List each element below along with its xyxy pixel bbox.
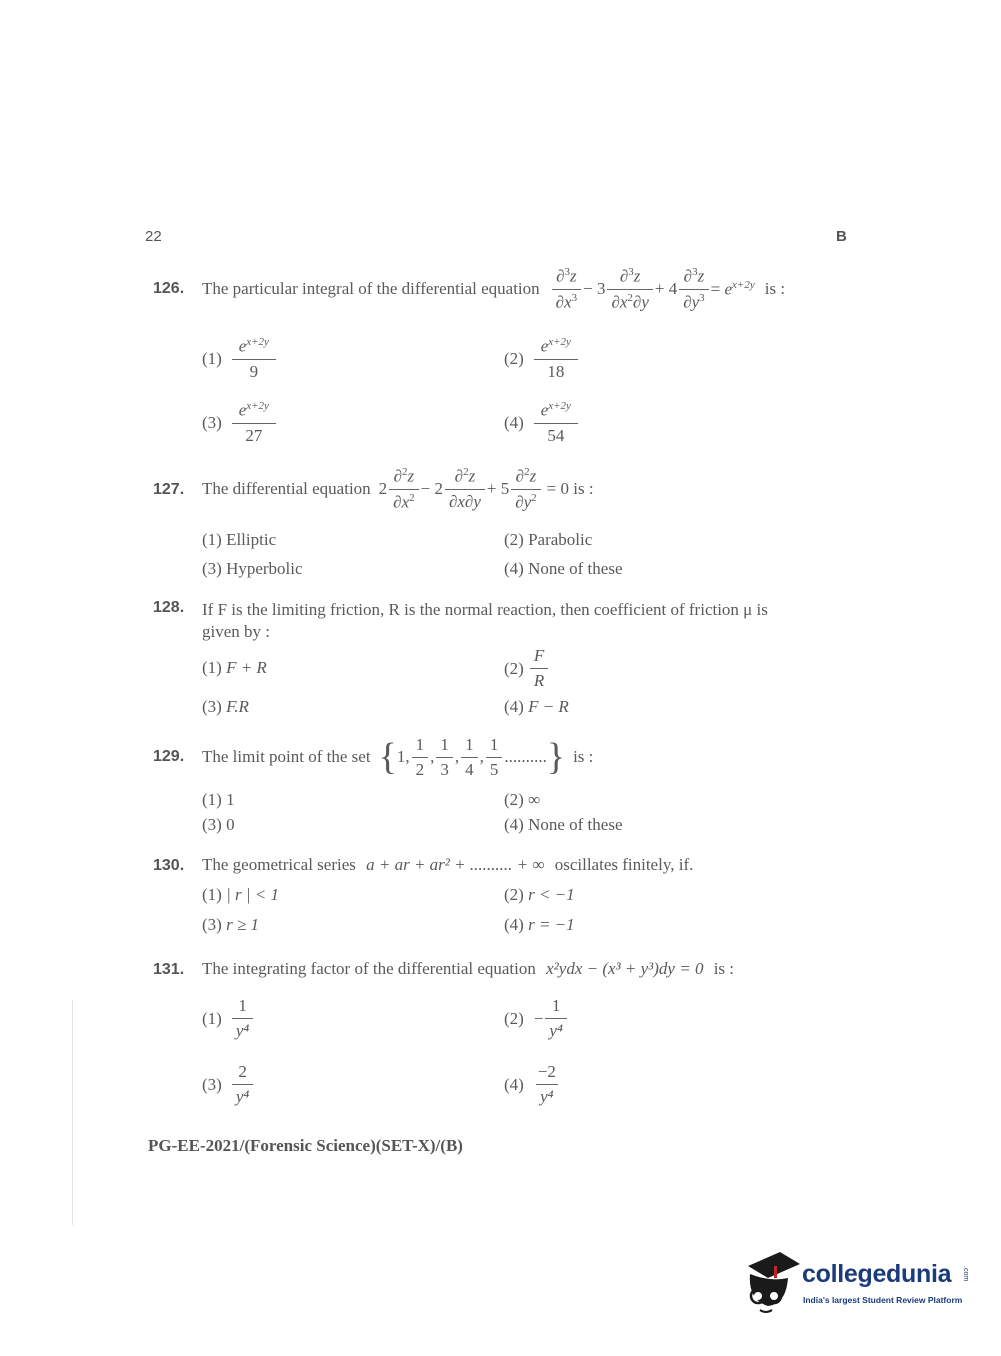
option-text: None of these (528, 815, 623, 834)
option (202, 336, 278, 382)
question-text-end: is : (764, 279, 786, 298)
option (504, 885, 575, 905)
option-text: F + R (226, 658, 267, 677)
question-number: 130. (153, 857, 185, 874)
option-text: F − R (528, 697, 569, 716)
mascot-icon (740, 1248, 802, 1316)
logo-name: collegedunia (802, 1260, 952, 1288)
option-numerator: 1 (551, 996, 561, 1015)
option-text: Parabolic (528, 530, 593, 549)
option (504, 790, 540, 810)
option-label: (3) (202, 559, 222, 578)
option-label: (1) (202, 790, 222, 809)
logo-tagline: India's largest Student Review Platform (803, 1295, 963, 1305)
option-label: (2) (504, 658, 524, 678)
option-label: (3) (202, 697, 222, 716)
option (202, 658, 267, 678)
logo-com: .com (962, 1266, 969, 1282)
option-label: (4) (504, 1074, 524, 1094)
option (202, 996, 255, 1041)
option (504, 400, 580, 446)
set-code: B (836, 228, 847, 245)
option-label: (1) (202, 658, 222, 677)
option-label: (1) (202, 530, 222, 549)
margin-line (72, 1000, 73, 1225)
option-label: (1) (202, 348, 222, 368)
option-label: (3) (202, 412, 222, 432)
option (202, 1062, 255, 1107)
option-label: (4) (504, 815, 524, 834)
option-denominator: y⁴ (536, 1084, 557, 1107)
option-numerator: 1 (238, 996, 247, 1015)
option (202, 790, 235, 810)
option (504, 646, 550, 691)
option-label: (3) (202, 915, 222, 934)
question-number: 127. (153, 481, 185, 498)
option-denominator: y⁴ (232, 1084, 253, 1107)
option-text: r = −1 (528, 915, 575, 934)
option-label: (2) (504, 530, 524, 549)
option-text: r < −1 (528, 885, 575, 904)
question-number: 128. (153, 599, 185, 616)
question-text-end: oscillates finitely, if. (554, 855, 694, 874)
option-denominator: 9 (232, 359, 276, 382)
question-text-end: is : (713, 959, 735, 978)
option-denominator: y⁴ (545, 1018, 566, 1041)
question-text-end: = 0 is : (546, 479, 594, 498)
question-number: 126. (153, 280, 185, 297)
option-label: (3) (202, 815, 222, 834)
option (202, 915, 259, 935)
option-numerator: −2 (537, 1062, 556, 1081)
option (504, 915, 575, 935)
option (202, 400, 278, 446)
question-number: 131. (153, 961, 185, 978)
option (504, 697, 569, 717)
option-label: (4) (504, 412, 524, 432)
option (504, 530, 592, 550)
collegedunia-logo (740, 1248, 970, 1316)
question-text-line2: given by : (202, 622, 270, 641)
question-text-end: is : (573, 747, 594, 766)
option-denominator: y⁴ (232, 1018, 253, 1041)
option-numerator: F (533, 646, 545, 665)
option-label: (3) (202, 1074, 222, 1094)
option-denominator: R (530, 668, 548, 691)
option-label: (1) (202, 1008, 222, 1028)
option-text: Hyperbolic (226, 559, 303, 578)
question-number: 129. (153, 748, 185, 765)
series-expression: a + ar + ar² + .......... + ∞ (366, 855, 545, 874)
option-denominator: 18 (534, 359, 578, 382)
option-numerator: $e^{x+2y}$ (540, 400, 571, 420)
page-number: 22 (145, 228, 162, 245)
option (504, 559, 623, 579)
option (504, 815, 623, 835)
de-expression: x²ydx − (x³ + y³)dy = 0 (546, 959, 704, 978)
option (202, 815, 235, 835)
option-numerator: $e^{x+2y}$ (238, 336, 269, 356)
option-label: (2) (504, 885, 524, 904)
option-label: (2) (504, 1008, 524, 1028)
question-131 (202, 959, 734, 979)
option-numerator: 2 (238, 1062, 247, 1081)
question-text: The differential equation (202, 479, 371, 498)
option-text: Elliptic (226, 530, 277, 549)
question-130 (202, 855, 693, 875)
question-text: The limit point of the set (202, 747, 371, 766)
option (202, 530, 276, 550)
question-text: The particular integral of the differential equation (202, 279, 540, 298)
option-text: 1 (226, 790, 235, 809)
option-label: (4) (504, 697, 524, 716)
option-label: (1) (202, 885, 222, 904)
question-text: The geometrical series (202, 855, 356, 874)
option-numerator: $e^{x+2y}$ (238, 400, 269, 420)
question-126 (202, 264, 785, 314)
option-denominator: 27 (232, 423, 276, 446)
option (202, 559, 303, 579)
question-127 (202, 464, 594, 514)
option-label: (4) (504, 915, 524, 934)
option-label: (4) (504, 559, 524, 578)
equation: 2 $\frac{\partial^2z}{\partial x^2}$ − 2 $\frac{\partial^2z}{\partial x\partial y}$ + 5 $\frac{\partial^2z}{\partial y^2}$ (379, 466, 543, 512)
option-numerator: $e^{x+2y}$ (540, 336, 571, 356)
option (504, 1062, 562, 1107)
option (202, 697, 249, 717)
option: (2) − $\frac{1}{\text{y⁴}}$ (504, 996, 569, 1041)
option-text: ∞ (528, 790, 541, 809)
footer-code: PG-EE-2021/(Forensic Science)(SET-X)/(B) (148, 1136, 463, 1155)
option-text: None of these (528, 559, 623, 578)
question-129 (202, 732, 593, 782)
option-text: F.R (226, 697, 249, 716)
option (504, 336, 580, 382)
question-text: The integrating factor of the differential equation (202, 959, 536, 978)
option-label: (2) (504, 790, 524, 809)
question-text: If F is the limiting friction, R is the normal reaction, then coefficient of friction μ is (202, 600, 768, 619)
option (202, 885, 279, 905)
option-text: 0 (226, 815, 235, 834)
option-text: r ≥ 1 (226, 915, 260, 934)
equation: $\frac{\partial^3z}{\partial x^3}$ − 3 $\frac{\partial^3z}{\partial x^2\partial y}$ + 4 $\frac{\partial^3z}{\partial y^3}$ = $e^{x+2y}$ (550, 266, 755, 312)
option-label: (2) (504, 348, 524, 368)
question-128 (202, 599, 842, 643)
set-expression: { 1, $\frac{1}{2}$ , $\frac{1}{3}$ , $\frac{1}{4}$ , $\frac{1}{5}$ .......... } (378, 734, 566, 779)
option-text: | r | < 1 (226, 885, 280, 904)
option-denominator: 54 (534, 423, 578, 446)
